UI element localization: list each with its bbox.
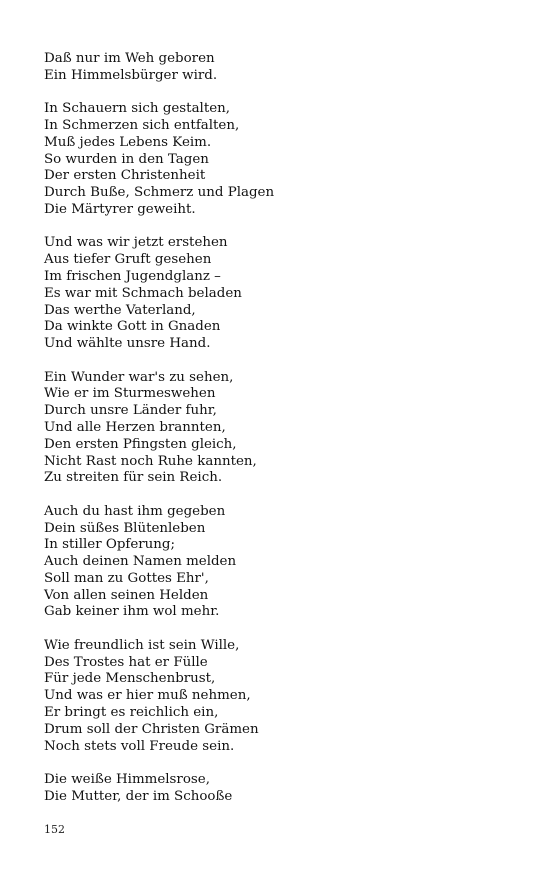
poem-line: Soll man zu Gottes Ehr', [44,570,209,586]
poem-line: Im frischen Jugendglanz – [44,268,221,284]
poem-line: Von allen seinen Helden [44,587,209,603]
poem-line: Die Mutter, der im Schooße [44,788,233,804]
stanza [44,504,524,622]
poem-line: Wie er im Sturmeswehen [44,386,216,402]
poem-line: Und was wir jetzt erstehen [44,235,228,251]
poem-line: Zu streiten für sein Reich. [44,470,223,486]
stanza [44,235,524,353]
poem-line: Durch Buße, Schmerz und Plagen [44,185,275,201]
poem-line: Muß jedes Lebens Keim. [44,134,212,150]
poem-line: Das werthe Vaterland, [44,302,196,318]
poem-text [44,51,524,822]
poem-line: Für jede Menschenbrust, [44,671,216,687]
poem-line: Die Märtyrer geweiht. [44,201,196,217]
poem-line: So wurden in den Tagen [44,151,209,167]
poem-line: Ein Himmelsbürger wird. [44,67,218,83]
page-number: 152 [44,823,65,836]
poem-line: Auch du hast ihm gegeben [44,503,226,519]
stanza [44,772,524,806]
poem-line: Er bringt es reichlich ein, [44,705,219,721]
poem-line: Durch unsre Länder fuhr, [44,403,217,419]
poem-line: Und alle Herzen brannten, [44,419,226,435]
poem-line: Drum soll der Christen Grämen [44,721,259,737]
stanza [44,370,524,488]
poem-line: In Schmerzen sich entfalten, [44,117,240,133]
poem-line: Noch stets voll Freude sein. [44,738,235,754]
poem-line: Und was er hier muß nehmen, [44,688,251,704]
poem-line: Ein Wunder war's zu sehen, [44,369,234,385]
poem-line: Des Trostes hat er Fülle [44,654,208,670]
poem-line: Wie freundlich ist sein Wille, [44,637,240,653]
poem-line: Aus tiefer Gruft gesehen [44,252,212,268]
poem-line: Es war mit Schmach beladen [44,285,242,301]
poem-line: Auch deinen Namen melden [44,554,237,570]
stanza [44,638,524,756]
poem-line: In stiller Opferung; [44,537,176,553]
poem-line: Die weiße Himmelsrose, [44,772,210,788]
poem-line: Und wählte unsre Hand. [44,336,211,352]
poem-line: Dein süßes Blütenleben [44,520,206,536]
stanza [44,51,524,85]
poem-line: Gab keiner ihm wol mehr. [44,604,220,620]
poem-line: Daß nur im Weh geboren [44,51,215,66]
stanza [44,101,524,219]
poem-line: Den ersten Pfingsten gleich, [44,436,237,452]
poem-line: Nicht Rast noch Ruhe kannten, [44,453,257,469]
poem-line: Da winkte Gott in Gnaden [44,319,221,335]
poem-line: In Schauern sich gestalten, [44,101,231,117]
poem-line: Der ersten Christenheit [44,168,206,184]
